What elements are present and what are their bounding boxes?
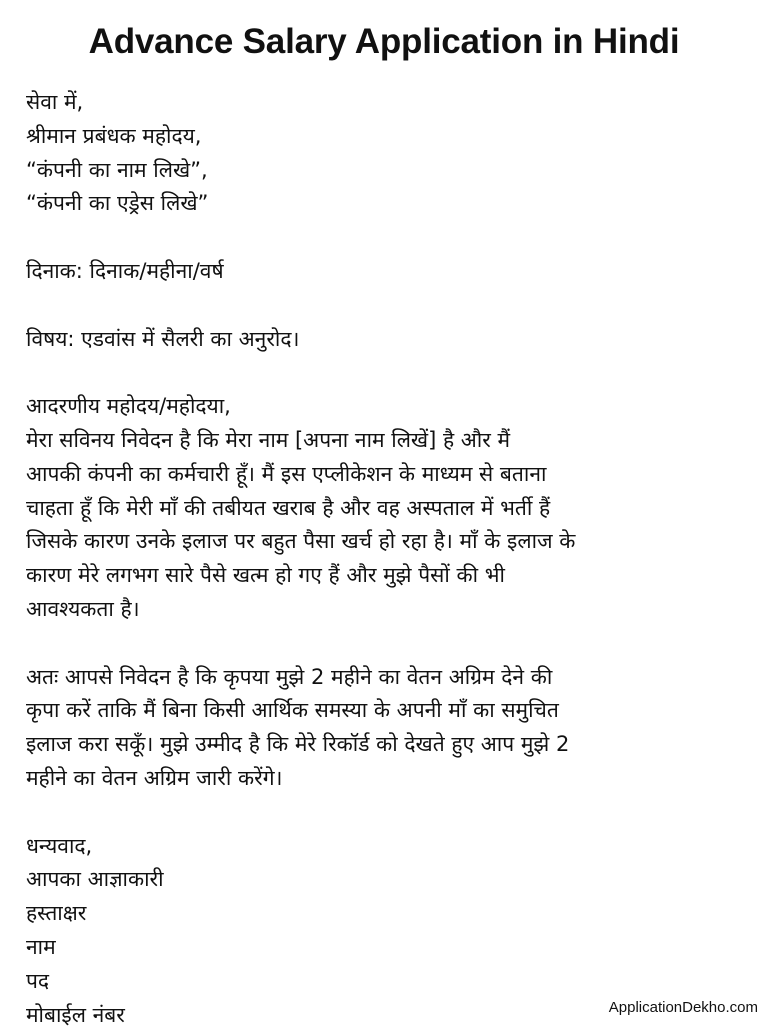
- signature-line: हस्ताक्षर: [26, 901, 87, 926]
- paragraph-line: आपकी कंपनी का कर्मचारी हूँ। मैं इस एप्लीकेशन के माध्यम से बताना: [26, 461, 547, 486]
- paragraph-line: जिसके कारण उनके इलाज पर बहुत पैसा खर्च हो रहा है। माँ के इलाज के: [26, 529, 576, 554]
- paragraph-line: मेरा सविनय निवेदन है कि मेरा नाम [अपना नाम लिखें] है और मैं: [26, 427, 511, 452]
- spacer: [26, 356, 748, 390]
- spacer: [26, 289, 748, 323]
- letter-body: [26, 86, 748, 1032]
- designation-line: पद: [26, 968, 50, 993]
- thanks-line: धन्यवाद,: [26, 833, 93, 858]
- greeting-line: आदरणीय महोदय/महोदया,: [26, 394, 231, 419]
- paragraph-line: इलाज करा सकूँ। मुझे उम्मीद है कि मेरे रिकॉर्ड को देखते हुए आप मुझे 2: [26, 732, 570, 757]
- page-title: Advance Salary Application in Hindi: [88, 22, 680, 61]
- paragraph-line: कृपा करें ताकि मैं बिना किसी आर्थिक समस्या के अपनी माँ का समुचित: [26, 698, 559, 723]
- address-block: [26, 86, 748, 221]
- paragraph-line: आवश्यकता है।: [26, 596, 140, 621]
- subject-line: विषय: एडवांस में सैलरी का अनुरोद।: [26, 326, 300, 351]
- obedient-line: आपका आज्ञाकारी: [26, 867, 164, 892]
- paragraph-line: महीने का वेतन अग्रिम जारी करेंगे।: [26, 765, 283, 790]
- company-name-line: “कंपनी का नाम लिखे”,: [26, 157, 208, 182]
- mobile-line: मोबाईल नंबर: [26, 1002, 125, 1027]
- salutation-to: सेवा में,: [26, 90, 84, 114]
- paragraph-line: अतः आपसे निवेदन है कि कृपया मुझे 2 महीने का वेतन अग्रिम देने की: [26, 664, 553, 689]
- paragraph-line: चाहता हूँ कि मेरी माँ की तबीयत खराब है और वह अस्पताल में भर्ती हैं: [26, 495, 551, 520]
- paragraph-line: कारण मेरे लगभग सारे पैसे खत्म हो गए हैं और मुझे पैसों की भी: [26, 563, 505, 588]
- spacer: [26, 221, 748, 255]
- recipient-line: श्रीमान प्रबंधक महोदय,: [26, 123, 202, 148]
- site-watermark: ApplicationDekho.com: [608, 999, 758, 1016]
- company-address-line: “कंपनी का एड्रेस लिखे”: [26, 191, 209, 216]
- body-paragraph-2: [26, 661, 748, 796]
- body-paragraph-1: [26, 424, 748, 627]
- date-line: दिनाक: दिनाक/महीना/वर्ष: [26, 258, 224, 283]
- name-line: नाम: [26, 934, 56, 959]
- spacer: [26, 796, 748, 830]
- spacer: [26, 627, 748, 661]
